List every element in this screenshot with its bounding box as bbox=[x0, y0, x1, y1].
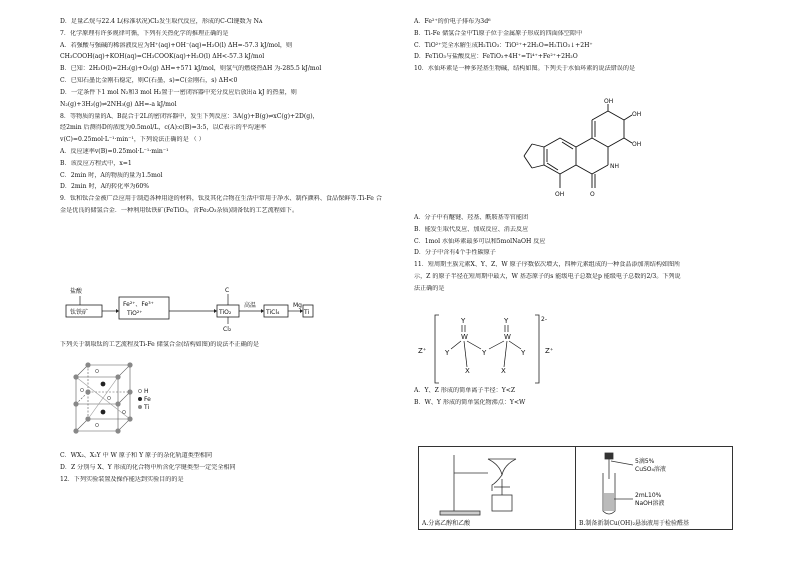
mol-oh-bottom: OH bbox=[555, 191, 565, 198]
y-top-left: Y bbox=[461, 317, 466, 325]
right-column bbox=[414, 18, 744, 77]
right-line-b-4: 11．短周期主族元素X、Y、Z、W 原子序数依次增大，四种元素组成的一种食品添加剂结构如图所 bbox=[414, 261, 681, 269]
legend-fe: Fe bbox=[144, 396, 151, 403]
cation-right: Z⁺ bbox=[545, 347, 554, 355]
left-line-a-16: 金是优良的储氢合金．一种利用钛铁矿(FeTiO₃，含Fe₂O₃杂质)制备钛的工艺流程如下。 bbox=[60, 207, 299, 214]
reagent-cuso4-name: CuSO₄溶液 bbox=[635, 465, 666, 473]
left-line-c-1: D．Z 分别与 X、Y 形成的化合物中所含化学键类型一定完全相同 bbox=[60, 463, 236, 471]
left-text-block-b bbox=[60, 341, 395, 353]
left-line-c-2: 12．下列实验装置及操作能达到实验目的的是 bbox=[60, 475, 184, 483]
apparatus-b-cell bbox=[576, 447, 733, 530]
cation-left: Z⁺ bbox=[418, 347, 427, 355]
flow-tio2: TiO₂ bbox=[219, 309, 232, 316]
right-line-b-6: 法正确的是 bbox=[414, 284, 445, 292]
left-line-a-1: 7．化学原理有许多规律可循，下列有关热化学的推理正确的是 bbox=[60, 29, 229, 37]
y-left: Y bbox=[445, 349, 450, 357]
flow-ti: Ti bbox=[304, 309, 310, 316]
ion-charge: 2- bbox=[541, 316, 547, 323]
reagent-naoh-amount: 2mL10% bbox=[635, 491, 662, 499]
experiment-table bbox=[418, 446, 733, 530]
w-left: W bbox=[461, 333, 468, 341]
left-line-a-4: B．已知：2H₂O(l)=2H₂(g)+O₂(g) ΔH=+571 kJ/mol，则氢气的燃烧热ΔH 为-285.5 kJ/mol bbox=[60, 65, 322, 73]
mol-carbonyl-o: O bbox=[590, 191, 595, 198]
right-text-block-b bbox=[414, 214, 744, 297]
flow-reagent-mg: Mg bbox=[293, 302, 302, 309]
left-line-a-10: v(C)=0.25mol·L⁻¹·min⁻¹，下列说法正确的是 （ ） bbox=[60, 136, 205, 144]
separatory-funnel-apparatus bbox=[422, 451, 572, 517]
left-line-a-5: C．已知石墨比金刚石稳定，则C(石墨，s)=C(金刚石，s) ΔH<0 bbox=[60, 77, 238, 85]
w-right: W bbox=[504, 333, 511, 341]
legend-h: H bbox=[144, 388, 149, 395]
mol-oh-right2: OH bbox=[632, 141, 642, 148]
left-line-a-11: A．反应速率v(B)=0.25mol·L⁻¹·min⁻¹ bbox=[60, 147, 169, 155]
right-line-b-0: A．分子中有醚键、羟基、酰胺基等官能团 bbox=[414, 214, 529, 221]
reagent-naoh-name: NaOH溶液 bbox=[635, 499, 665, 507]
legend-ti: Ti bbox=[144, 404, 150, 411]
right-line-c-1: B．W、Y 形成的简单氢化物沸点：Y<W bbox=[414, 398, 526, 406]
flow-condition-high-temp: 高温 bbox=[244, 302, 257, 309]
cell-a-label: A.分离乙醇和乙酸 bbox=[422, 519, 471, 527]
x-right: X bbox=[501, 367, 506, 375]
ion-structure bbox=[415, 313, 575, 385]
test-tube-apparatus bbox=[579, 451, 729, 517]
flow-ions-fe: Fe²⁺、Fe³⁺ bbox=[123, 301, 154, 308]
right-line-b-2: C．1mol 水仙环素最多可以和5molNaOH 反应 bbox=[414, 237, 546, 245]
ti-fe-crystal-structure bbox=[68, 357, 158, 439]
right-line-a-2: C．TiO²⁺完全水解生成H₂TiO₃：TiO²⁺+2H₂O=H₂TiO₃↓+2H⁺ bbox=[414, 41, 593, 49]
right-line-b-3: D．分子中含有4个手性碳原子 bbox=[414, 249, 496, 257]
q9-stem: 下列关于制取钛的工艺流程及Ti-Fe 储氢合金(结构如图)的说法不正确的是 bbox=[60, 341, 259, 348]
left-text-block-c bbox=[60, 452, 395, 487]
y-right: Y bbox=[521, 349, 526, 357]
right-line-c-0: A．Y、Z 形成的简单离子半径：Y<Z bbox=[414, 387, 516, 394]
right-line-b-1: B．能发生取代反应、加成反应、消去反应 bbox=[414, 225, 529, 233]
cell-b-label: B.制备新制Cu(OH)₂悬浊液用于检验醛基 bbox=[579, 519, 690, 527]
x-left: X bbox=[465, 367, 470, 375]
right-line-b-5: 示，Z 的原子半径在短周期中最大，W 基态原子的s 能级电子总数是p 能级电子总数的2/3。下列说 bbox=[414, 273, 681, 281]
reagent-cuso4-amount: 5滴5% bbox=[635, 457, 655, 465]
y-middle: Y bbox=[482, 349, 487, 357]
left-line-a-7: N₂(g)+3H₂(g)⇌2NH₃(g) ΔH=-a kJ/mol bbox=[60, 100, 177, 108]
left-line-a-13: C．2min 时，A的物质的量为1.5mol bbox=[60, 171, 163, 179]
right-line-a-1: B．Ti-Fe 储氢合金中Ti原子位于金属原子形成的四面体空隙中 bbox=[414, 29, 583, 37]
left-line-a-2: A．若强酸与强碱的稀溶液反应为H⁺(aq)+OH⁻(aq)=H₂O(l) ΔH=-57.3 kJ/mol，则 bbox=[60, 41, 293, 49]
right-text-block-a bbox=[414, 18, 744, 73]
left-line-a-9: 经2min 后测得D的浓度为0.5mol/L，c(A):c(B)=3:5，以C表示的平均速率 bbox=[60, 124, 267, 132]
apparatus-a-cell bbox=[419, 447, 576, 530]
left-line-a-12: B．该反应方程式中，x=1 bbox=[60, 159, 132, 167]
y-top-right: Y bbox=[504, 317, 509, 325]
right-line-a-4: 10．水仙环素是一种多羟基生物碱，结构如图。下列关于水仙环素的说法错误的是 bbox=[414, 65, 636, 73]
flow-reagent-hcl: 盐酸 bbox=[70, 288, 83, 295]
titanium-process-flow bbox=[64, 283, 314, 335]
left-line-a-6: D．一定条件下1 mol N₂和3 mol H₂置于一密闭容器中充分反应后放出a kJ 的热量，则 bbox=[60, 88, 297, 96]
right-text-block-c bbox=[414, 387, 744, 411]
mol-oh-right1: OH bbox=[632, 111, 642, 118]
flow-start-ilmenite: 钛铁矿 bbox=[70, 309, 89, 316]
right-line-a-0: A．Fe²⁺的价电子排布为3d⁶ bbox=[414, 18, 491, 25]
left-line-a-3: CH₃COOH(aq)+KOH(aq)=CH₃COOK(aq)+H₂O(l) ΔH<-57.3 kJ/mol bbox=[60, 53, 265, 61]
left-column bbox=[60, 18, 395, 219]
flow-ticl4: TiCl₄ bbox=[266, 309, 280, 316]
left-line-a-8: 8．等物质的量的A、B混合于2L的密闭容器中，发生下列反应：3A(g)+B(g)⇌xC(g)+2D(g)， bbox=[60, 112, 319, 120]
right-line-a-3: D．FeTiO₃与盐酸反应：FeTiO₃+4H⁺=Ti⁴⁺+Fe²⁺+2H₂O bbox=[414, 53, 578, 61]
left-line-a-14: D．2min 时，A的转化率为60% bbox=[60, 183, 150, 191]
flow-ions-tio: TiO²⁺ bbox=[127, 310, 143, 317]
left-line-a-15: 9．钛和钛合金被广泛应用于制造各种用途的材料，钛及其化合物在生活中常用于净水、制作颜料、食品保鲜等.Ti-Fe 合 bbox=[60, 195, 382, 203]
mol-nh: NH bbox=[610, 163, 619, 170]
mol-oh-top: OH bbox=[604, 98, 614, 105]
flow-reagent-cl2: Cl₂ bbox=[223, 326, 232, 333]
left-line-a-0: D．足量乙烷与22.4 L(标准状况)Cl₂发生取代反应，形成的C-Cl键数为 Nᴀ bbox=[60, 18, 263, 25]
left-line-c-0: C．WX₂、X₂Y 中 W 原子和 Y 原子的杂化轨道类型相同 bbox=[60, 452, 213, 459]
molecule-structure bbox=[500, 98, 650, 210]
flow-reagent-c: C bbox=[225, 287, 230, 294]
left-text-block-a bbox=[60, 18, 395, 215]
